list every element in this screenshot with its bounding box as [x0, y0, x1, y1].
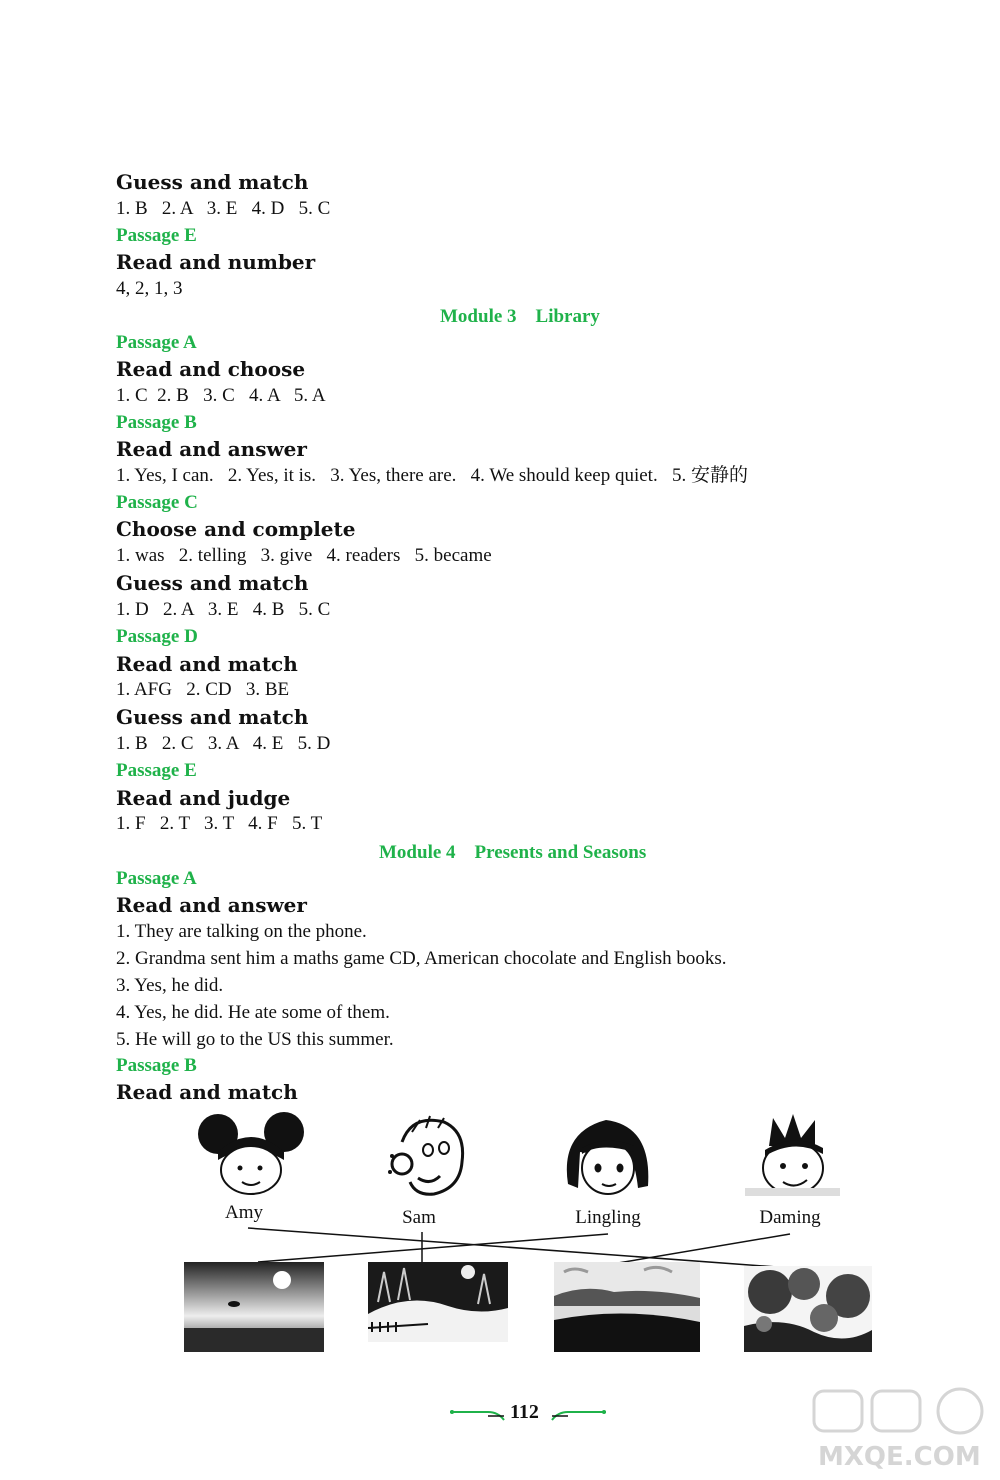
answer-line: 1. They are talking on the phone. — [116, 921, 367, 942]
heading-guess-and-match: Guess and match — [116, 571, 309, 595]
heading-guess-and-match: Guess and match — [116, 170, 309, 194]
heading-read-and-choose: Read and choose — [116, 357, 306, 381]
answer-line: 3. Yes, he did. — [116, 975, 224, 996]
season-picture-2 — [368, 1262, 508, 1342]
heading-choose-and-complete: Choose and complete — [116, 517, 356, 541]
answer-line: 1. C 2. B 3. C 4. A 5. A — [116, 385, 326, 406]
season-picture-4 — [744, 1266, 872, 1352]
answer-line: 1. D 2. A 3. E 4. B 5. C — [116, 599, 331, 620]
heading-read-and-match: Read and match — [116, 652, 298, 676]
heading-read-and-number: Read and number — [116, 250, 316, 274]
character-name-daming: Daming — [759, 1207, 821, 1228]
passage-label: Passage E — [116, 760, 197, 781]
heading-read-and-answer: Read and answer — [116, 437, 307, 461]
passage-label: Passage A — [116, 868, 197, 889]
character-name-sam: Sam — [402, 1207, 436, 1228]
passage-label: Passage B — [116, 412, 197, 433]
answer-line: 1. Yes, I can. 2. Yes, it is. 3. Yes, there are. 4. We should keep quiet. 5. 安静的 — [116, 465, 748, 486]
heading-guess-and-match: Guess and match — [116, 705, 309, 729]
page-number: 112 — [510, 1401, 539, 1423]
heading-read-and-judge: Read and judge — [116, 786, 291, 810]
watermark-text: MXQE.COM — [818, 1442, 981, 1472]
passage-label: Passage C — [116, 492, 198, 513]
character-name-lingling: Lingling — [575, 1207, 641, 1228]
module-title: Module 3 Library — [440, 306, 600, 327]
answer-line: 4, 2, 1, 3 — [116, 278, 183, 299]
heading-read-and-match: Read and match — [116, 1080, 298, 1104]
answer-line: 1. was 2. telling 3. give 4. readers 5. became — [116, 545, 492, 566]
answer-line: 1. B 2. A 3. E 4. D 5. C — [116, 198, 331, 219]
answer-line: 1. AFG 2. CD 3. BE — [116, 679, 290, 700]
passage-label: Passage B — [116, 1055, 197, 1076]
answer-line: 1. F 2. T 3. T 4. F 5. T — [116, 813, 323, 834]
watermark-logo — [810, 1387, 990, 1472]
season-picture-3 — [554, 1262, 700, 1352]
answer-line: 1. B 2. C 3. A 4. E 5. D — [116, 733, 331, 754]
passage-label: Passage E — [116, 225, 197, 246]
answer-line: 4. Yes, he did. He ate some of them. — [116, 1002, 390, 1023]
module-title: Module 4 Presents and Seasons — [379, 842, 647, 863]
season-picture-1 — [184, 1262, 324, 1352]
heading-read-and-answer: Read and answer — [116, 893, 307, 917]
passage-label: Passage A — [116, 332, 197, 353]
character-name-amy: Amy — [225, 1202, 263, 1223]
answer-line: 5. He will go to the US this summer. — [116, 1029, 394, 1050]
answer-line: 2. Grandma sent him a maths game CD, American chocolate and English books. — [116, 948, 727, 969]
passage-label: Passage D — [116, 626, 198, 647]
